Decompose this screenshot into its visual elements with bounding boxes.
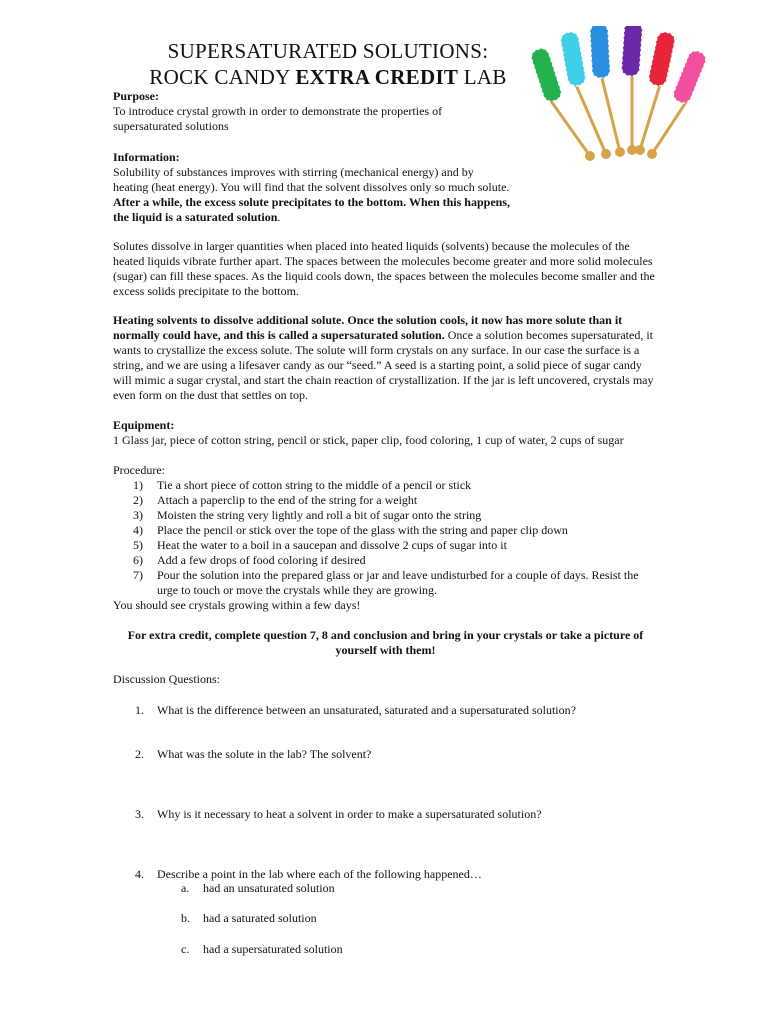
- procedure-step-number: 3): [133, 508, 143, 522]
- information-paragraph-3: Heating solvents to dissolve additional solute. Once the solution cools, it now has more solute than it normally could have, and this is called a supersaturated solution. Once a solution becomes supersaturated, it wants to crystallize the excess solute. The solute will form crystals on any surface. In our case the surface is a string, and we are using a lifesaver candy as our “seed.” A seed is a starting point, a solid piece of sugar candy will mimic a sugar crystal, and start the chain reaction of crystallization. If the jar is left uncovered, crystals may even form on the dust that settles on top.: [113, 313, 654, 402]
- title-part-bold: EXTRA CREDIT: [295, 65, 459, 89]
- question-text: Why is it necessary to heat a solvent in order to make a supersaturated solution?: [157, 807, 542, 821]
- equipment-heading: Equipment:: [113, 418, 175, 432]
- procedure-step-number: 5): [133, 538, 143, 552]
- rock-candy-illustration: [528, 26, 718, 166]
- procedure-step: [113, 568, 653, 598]
- candy-stick: [600, 70, 620, 152]
- rock-candy-crystal: [560, 31, 587, 87]
- discussion-heading: Discussion Questions:: [113, 672, 221, 686]
- procedure-step-number: 6): [133, 553, 143, 567]
- candy-stick: [573, 78, 606, 154]
- procedure-step-text: Place the pencil or stick over the tope of the glass with the string and paper clip down: [157, 523, 568, 537]
- procedure-step: [113, 538, 653, 553]
- equipment-text: 1 Glass jar, piece of cotton string, pencil or stick, paper clip, food coloring, 1 cup of water, 2 cups of sugar: [113, 433, 624, 447]
- procedure-step: [113, 508, 653, 523]
- procedure-step-text: Heat the water to a boil in a saucepan and dissolve 2 cups of sugar into it: [157, 538, 507, 552]
- procedure-step-text: Pour the solution into the prepared glass or jar and leave undisturbed for a couple of days. Resist the urge to touch or move the crystals while they are growing.: [157, 568, 639, 597]
- information-paragraph-2: Solutes dissolve in larger quantities when placed into heated liquids (solvents) because the molecules of the heated liquids vibrate further apart. The spaces between the molecules become greater and more solid molecules (sugar) can fill these spaces. As the liquid cools down, the spaces between the molecules become smaller and the excess solids precipitate to the bottom.: [113, 239, 655, 298]
- rock-candy-crystal: [671, 49, 708, 106]
- procedure-step: [113, 523, 653, 538]
- sub-question-text: had an unsaturated solution: [203, 881, 335, 895]
- question-number: 4.: [135, 867, 144, 881]
- procedure-closing: You should see crystals growing within a few days!: [113, 598, 361, 612]
- page-title: [113, 38, 543, 90]
- purpose-text: To introduce crystal growth in order to demonstrate the properties of supersaturated solutions: [113, 104, 443, 133]
- question-number: 3.: [135, 807, 144, 821]
- information-paragraph-1: Solubility of substances improves with stirring (mechanical energy) and by heating (heat energy). You will find that the solvent dissolves only so much solute. After a while, the excess solute precipitates to the bottom. When this happens, the liquid is a saturated solution.: [113, 165, 510, 224]
- procedure-step-text: Attach a paperclip to the end of the string for a weight: [157, 493, 418, 507]
- procedure-heading: Procedure:: [113, 463, 165, 477]
- information-heading: Information:: [113, 150, 180, 164]
- procedure-step: [113, 493, 653, 508]
- title-line-2: [113, 64, 543, 90]
- sub-question-letter: b.: [181, 911, 190, 925]
- candy-stick-end: [647, 149, 657, 159]
- sub-question-letter: a.: [181, 881, 190, 895]
- question-number: 2.: [135, 747, 144, 761]
- purpose-heading: Purpose:: [113, 89, 159, 103]
- candy-stick-end: [615, 147, 625, 157]
- rock-candy-crystal: [529, 46, 563, 103]
- question-text: Describe a point in the lab where each of the following happened…: [157, 867, 482, 881]
- procedure-step-text: Tie a short piece of cotton string to the middle of a pencil or stick: [157, 478, 472, 492]
- sub-question-letter: c.: [181, 942, 190, 956]
- procedure-step-number: 4): [133, 523, 143, 537]
- question-number: 1.: [135, 703, 144, 717]
- rock-candy-crystal: [621, 26, 643, 77]
- procedure-step-text: Moisten the string very lightly and roll a bit of sugar onto the string: [157, 508, 482, 522]
- rock-candy-crystal: [647, 31, 676, 88]
- candy-stick: [640, 78, 662, 150]
- procedure-step: [113, 553, 653, 568]
- procedure-step-number: 2): [133, 493, 143, 507]
- rock-candy-crystal: [590, 26, 611, 78]
- extra-credit-note: For extra credit, complete question 7, 8 and conclusion and bring in your crystals or take a picture of yourself with them!: [127, 628, 644, 657]
- candy-stick-end: [601, 149, 611, 159]
- question-text: What is the difference between an unsaturated, saturated and a supersaturated solution?: [157, 703, 576, 717]
- sub-question-text: had a saturated solution: [203, 911, 317, 925]
- title-line-1: SUPERSATURATED SOLUTIONS:: [167, 39, 489, 63]
- title-part-a: ROCK CANDY: [149, 65, 296, 89]
- procedure-step: [113, 478, 653, 493]
- procedure-step-number: 7): [133, 568, 143, 582]
- candy-stick-end: [585, 151, 595, 161]
- candy-stick-end: [635, 145, 645, 155]
- equipment-section: [113, 418, 673, 448]
- purpose-section: [113, 89, 513, 134]
- candy-stick: [652, 96, 690, 154]
- procedure-list: [113, 478, 653, 598]
- procedure-step-number: 1): [133, 478, 143, 492]
- question-text: What was the solute in the lab? The solvent?: [157, 747, 372, 761]
- sub-question-text: had a supersaturated solution: [203, 942, 343, 956]
- title-part-c: LAB: [458, 65, 507, 89]
- procedure-step-text: Add a few drops of food coloring if desired: [157, 553, 366, 567]
- information-section: [113, 150, 511, 225]
